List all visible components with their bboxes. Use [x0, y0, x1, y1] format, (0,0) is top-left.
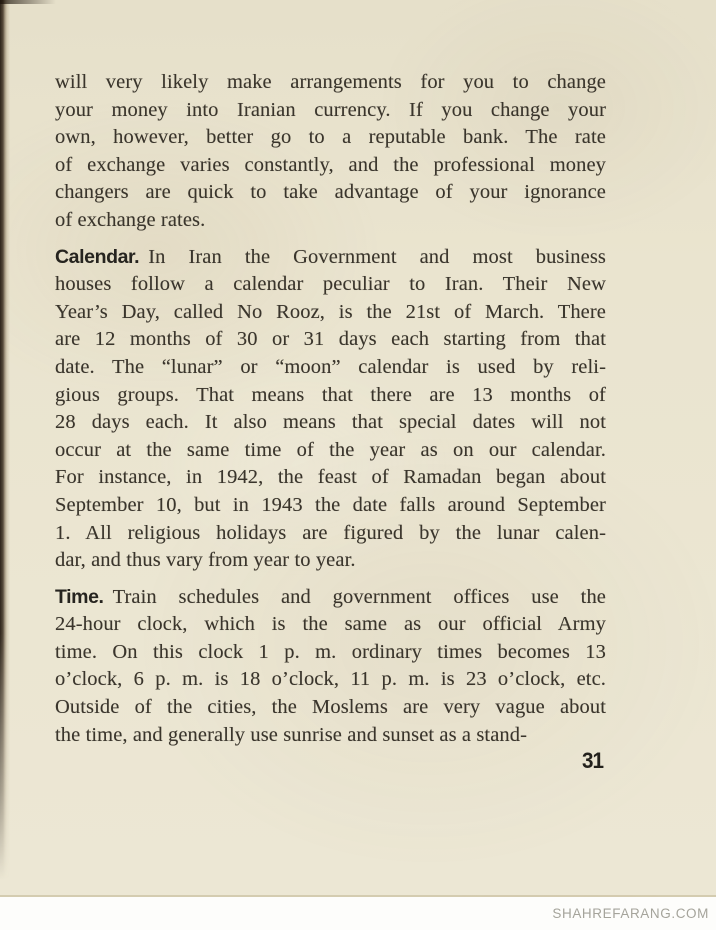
- watermark-strip: [0, 897, 716, 930]
- page-text-block: [55, 69, 606, 749]
- page-edge-shadow: [0, 0, 10, 880]
- paragraph-calendar: [55, 244, 606, 575]
- text-line: Year’s Day, called No Rooz, is the 21st of March. There: [55, 300, 606, 323]
- paragraph-time: [55, 584, 606, 750]
- text-line: [55, 244, 606, 272]
- text-line: occur at the same time of the year as on our calendar.: [55, 438, 606, 461]
- text-line: will very likely make arrangements for you to change: [55, 71, 606, 93]
- text-line: your money into Iranian currency. If you change your: [55, 98, 606, 121]
- text-line: 28 days each. It also means that special dates will not: [55, 411, 606, 434]
- text-line: gious groups. That means that there are 13 months of: [55, 383, 606, 406]
- section-heading-calendar: Calendar.: [55, 245, 140, 268]
- text-line-fragment: Train schedules and government offices use the: [112, 585, 606, 608]
- paragraph-currency-exchange: [55, 69, 606, 235]
- text-line: the time, and generally use sunrise and sunset as a stand-: [55, 723, 528, 746]
- page-number: 31: [582, 748, 604, 773]
- text-line: For instance, in 1942, the feast of Ramadan began about: [55, 466, 606, 489]
- text-line: dar, and thus vary from year to year.: [55, 549, 356, 572]
- text-line: [55, 584, 606, 612]
- text-line: September 10, but in 1943 the date falls around September: [55, 493, 606, 516]
- section-heading-time: Time.: [55, 585, 104, 608]
- text-line-fragment: In Iran the Government and most business: [148, 245, 606, 268]
- text-line: houses follow a calendar peculiar to Iran. Their New: [55, 273, 606, 296]
- text-line: of exchange varies constantly, and the professional money: [55, 153, 606, 176]
- text-line: o’clock, 6 p. m. is 18 o’clock, 11 p. m. is 23 o’clock, etc.: [55, 668, 606, 691]
- text-line: date. The “lunar” or “moon” calendar is used by reli-: [55, 355, 606, 378]
- text-line: own, however, better go to a reputable bank. The rate: [55, 126, 606, 149]
- text-line: changers are quick to take advantage of your ignorance: [55, 181, 606, 204]
- text-line: Outside of the cities, the Moslems are very vague about: [55, 696, 606, 719]
- text-line: of exchange rates.: [55, 208, 206, 231]
- watermark-text: SHAHREFARANG.COM: [552, 906, 709, 921]
- text-line: 24-hour clock, which is the same as our official Army: [55, 613, 606, 636]
- page-edge-shadow-top: [0, 0, 56, 4]
- text-line: are 12 months of 30 or 31 days each starting from that: [55, 328, 606, 351]
- text-line: time. On this clock 1 p. m. ordinary times becomes 13: [55, 640, 606, 663]
- text-line: 1. All religious holidays are figured by the lunar calen-: [55, 521, 606, 544]
